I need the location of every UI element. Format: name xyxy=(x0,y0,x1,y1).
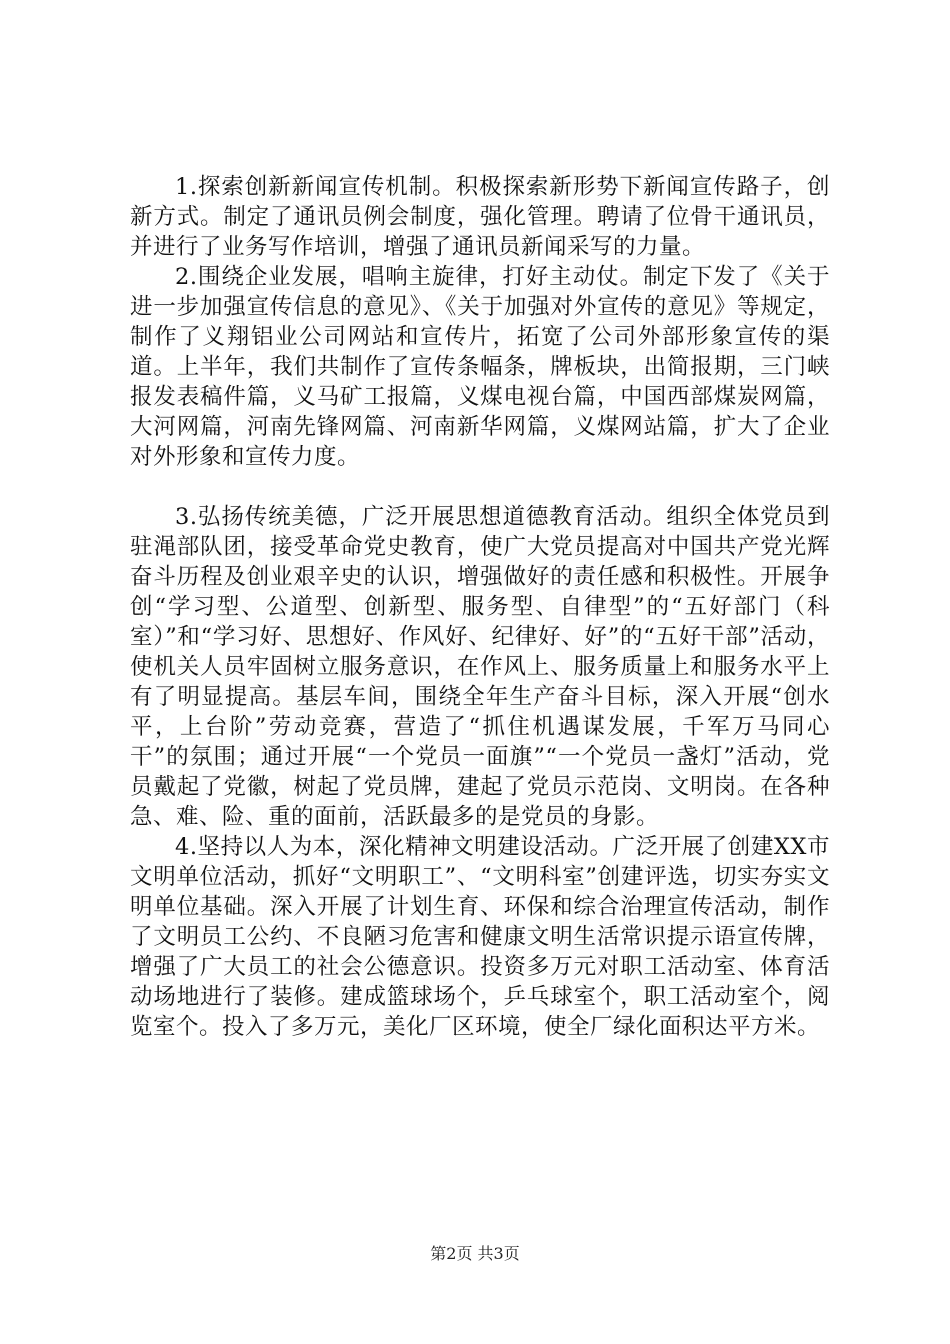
paragraph-2: 2.围绕企业发展，唱响主旋律，打好主动仗。制定下发了《关于进一步加强宣传信息的意见》、《关于加强对外宣传的意见》等规定，制作了义翔铝业公司网站和宣传片，拓宽了公司外部形象宣传的渠道。上半年，我们共制作了宣传条幅条，牌板块，出简报期，三门峡报发表稿件篇，义马矿工报篇，义煤电视台篇，中国西部煤炭网篇，大河网篇，河南先锋网篇、河南新华网篇，义煤网站篇，扩大了企业对外形象和宣传力度。 xyxy=(130,264,830,470)
paragraph-1: 1.探索创新新闻宣传机制。积极探索新形势下新闻宣传路子，创新方式。制定了通讯员例会制度，强化管理。聘请了位骨干通讯员，并进行了业务写作培训，增强了通讯员新闻采写的力量。 xyxy=(130,174,830,260)
paragraph-3: 3.弘扬传统美德，广泛开展思想道德教育活动。组织全体党员到驻渑部队团，接受革命党史教育，使广大党员提高对中国共产党光辉奋斗历程及创业艰辛史的认识，增强做好的责任感和积极性。开展争创“学习型、公道型、创新型、服务型、自律型”的“五好部门（科室）”和“学习好、思想好、作风好、纪律好、好”的“五好干部”活动，使机关人员牢固树立服务意识，在作风上、服务质量上和服务水平上有了明显提高。基层车间，围绕全年生产奋斗目标，深入开展“创水平，上台阶”劳动竞赛，营造了“抓住机遇谋发展，千军万马同心干”的氛围；通过开展“一个党员一面旗”“一个党员一盏灯”活动，党员戴起了党徽，树起了党员牌，建起了党员示范岗、文明岗。在各种急、难、险、重的面前，活跃最多的是党员的身影。 xyxy=(130,504,830,830)
page-number-footer: 第2页 共3页 xyxy=(430,1244,520,1263)
paragraph-4: 4.坚持以人为本，深化精神文明建设活动。广泛开展了创建XX市文明单位活动，抓好“文明职工”、“文明科室”创建评选，切实夯实文明单位基础。深入开展了计划生育、环保和综合治理宣传活动，制作了文明员工公约、不良陋习危害和健康文明生活常识提示语宣传牌，增强了广大员工的社会公德意识。投资多万元对职工活动室、体育活动场地进行了装修。建成篮球场个，乒乓球室个，职工活动室个，阅览室个。投入了多万元，美化厂区环境，使全厂绿化面积达平方米。 xyxy=(130,834,830,1040)
document-body xyxy=(130,172,830,1042)
